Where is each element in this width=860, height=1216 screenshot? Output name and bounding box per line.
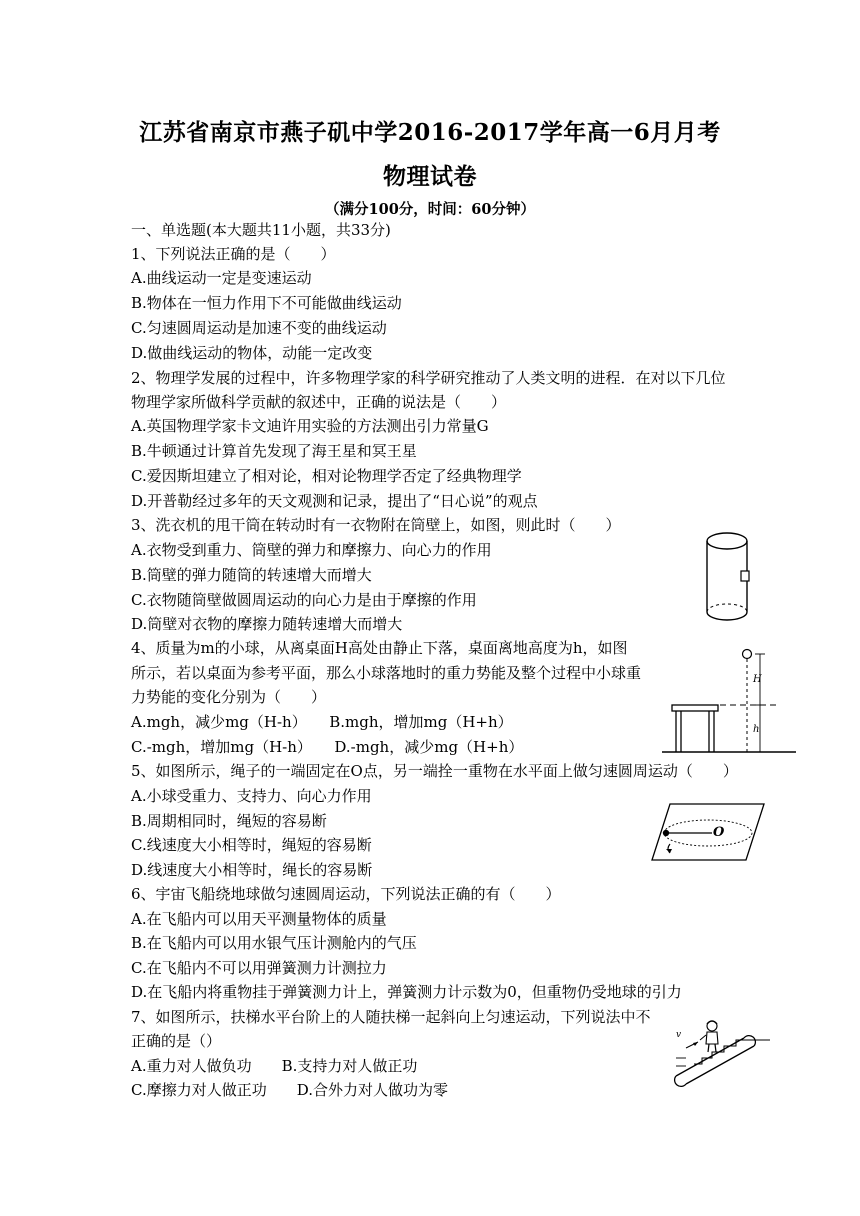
question-2-option-b: B.牛顿通过计算首先发现了海王星和冥王星 bbox=[131, 442, 417, 460]
question-5-option-d: D.线速度大小相等时，绳长的容易断 bbox=[131, 861, 373, 879]
question-3-option-b: B.筒壁的弹力随筒的转速增大而增大 bbox=[131, 566, 372, 584]
question-3-option-d: D.筒壁对衣物的摩擦力随转速增大而增大 bbox=[131, 615, 403, 633]
question-7-options-cd: C.摩擦力对人做正功 D.合外力对人做功为零 bbox=[131, 1081, 448, 1099]
exam-info: （满分100分，时间：60分钟） bbox=[325, 201, 535, 218]
figure-q7-escalator bbox=[672, 1018, 772, 1088]
question-1-option-c: C.匀速圆周运动是加速不变的曲线运动 bbox=[131, 319, 387, 337]
question-5-option-c: C.线速度大小相等时，绳短的容易断 bbox=[131, 836, 372, 854]
label-v: v bbox=[676, 1030, 682, 1040]
question-2-option-c: C.爱因斯坦建立了相对论，相对论物理学否定了经典物理学 bbox=[131, 467, 522, 485]
question-1-option-d: D.做曲线运动的物体，动能一定改变 bbox=[131, 344, 373, 362]
label-O: O bbox=[713, 825, 725, 840]
question-2-option-d: D.开普勒经过多年的天文观测和记录，提出了“日心说”的观点 bbox=[131, 492, 538, 510]
label-h: h bbox=[753, 724, 760, 735]
question-2-stem-line1: 2、物理学发展的过程中，许多物理学家的科学研究推动了人类文明的进程．在对以下几位 bbox=[131, 369, 726, 387]
question-3-option-a: A.衣物受到重力、筒壁的弹力和摩擦力、向心力的作用 bbox=[131, 541, 492, 559]
figure-q5-plane bbox=[650, 800, 770, 865]
question-5-stem: 5、如图所示，绳子的一端固定在O点，另一端拴一重物在水平面上做匀速圆周运动（ ） bbox=[131, 762, 738, 780]
question-1-stem: 1、下列说法正确的是（ ） bbox=[131, 245, 336, 263]
question-6-stem: 6、宇宙飞船绕地球做匀速圆周运动，下列说法正确的有（ ） bbox=[131, 885, 561, 903]
figure-q4-table-ball bbox=[662, 646, 802, 756]
page-subtitle-exam: 物理试卷 bbox=[383, 163, 477, 190]
question-2-stem-line2: 物理学家所做科学贡献的叙述中，正确的说法是（ ） bbox=[131, 393, 507, 411]
question-6-option-d: D.在飞船内将重物挂于弹簧测力计上，弹簧测力计示数为0，但重物仍受地球的引力 bbox=[131, 983, 682, 1001]
question-6-option-c: C.在飞船内不可以用弹簧测力计测拉力 bbox=[131, 959, 387, 977]
question-3-stem: 3、洗衣机的甩干筒在转动时有一衣物附在筒壁上，如图，则此时（ ） bbox=[131, 516, 621, 534]
section-heading: 一、单选题(本大题共11小题，共33分) bbox=[131, 221, 391, 239]
question-4-stem-line1: 4、质量为m的小球，从离桌面H高处由静止下落，桌面离地高度为h，如图 bbox=[131, 639, 628, 657]
question-7-options-ab: A.重力对人做负功 B.支持力对人做正功 bbox=[131, 1057, 418, 1075]
question-6-option-a: A.在飞船内可以用天平测量物体的质量 bbox=[131, 910, 387, 928]
question-4-stem-line3: 力势能的变化分别为（ ） bbox=[131, 688, 327, 706]
question-2-option-a: A.英国物理学家卡文迪许用实验的方法测出引力常量G bbox=[131, 417, 489, 435]
question-6-option-b: B.在飞船内可以用水银气压计测舱内的气压 bbox=[131, 934, 417, 952]
question-7-stem-line1: 7、如图所示，扶梯水平台阶上的人随扶梯一起斜向上匀速运动，下列说法中不 bbox=[131, 1008, 651, 1026]
figure-q3-drum bbox=[700, 528, 760, 628]
question-1-option-a: A.曲线运动一定是变速运动 bbox=[131, 269, 312, 287]
question-7-stem-line2: 正确的是（） bbox=[131, 1032, 222, 1050]
question-4-stem-line2: 所示，若以桌面为参考平面，那么小球落地时的重力势能及整个过程中小球重 bbox=[131, 664, 642, 682]
question-5-option-b: B.周期相同时，绳短的容易断 bbox=[131, 812, 327, 830]
question-4-options-ab: A.mgh，减少mg（H-h） B.mgh，增加mg（H+h） bbox=[131, 713, 513, 731]
question-1-option-b: B.物体在一恒力作用下不可能做曲线运动 bbox=[131, 294, 402, 312]
label-H: H bbox=[753, 674, 762, 685]
page-title: 江苏省南京市燕子矶中学2016-2017学年高一6月月考 bbox=[139, 119, 721, 146]
question-5-option-a: A.小球受重力、支持力、向心力作用 bbox=[131, 787, 372, 805]
question-4-options-cd: C.-mgh，增加mg（H-h） D.-mgh，减少mg（H+h） bbox=[131, 738, 524, 756]
question-3-option-c: C.衣物随筒壁做圆周运动的向心力是由于摩擦的作用 bbox=[131, 591, 477, 609]
